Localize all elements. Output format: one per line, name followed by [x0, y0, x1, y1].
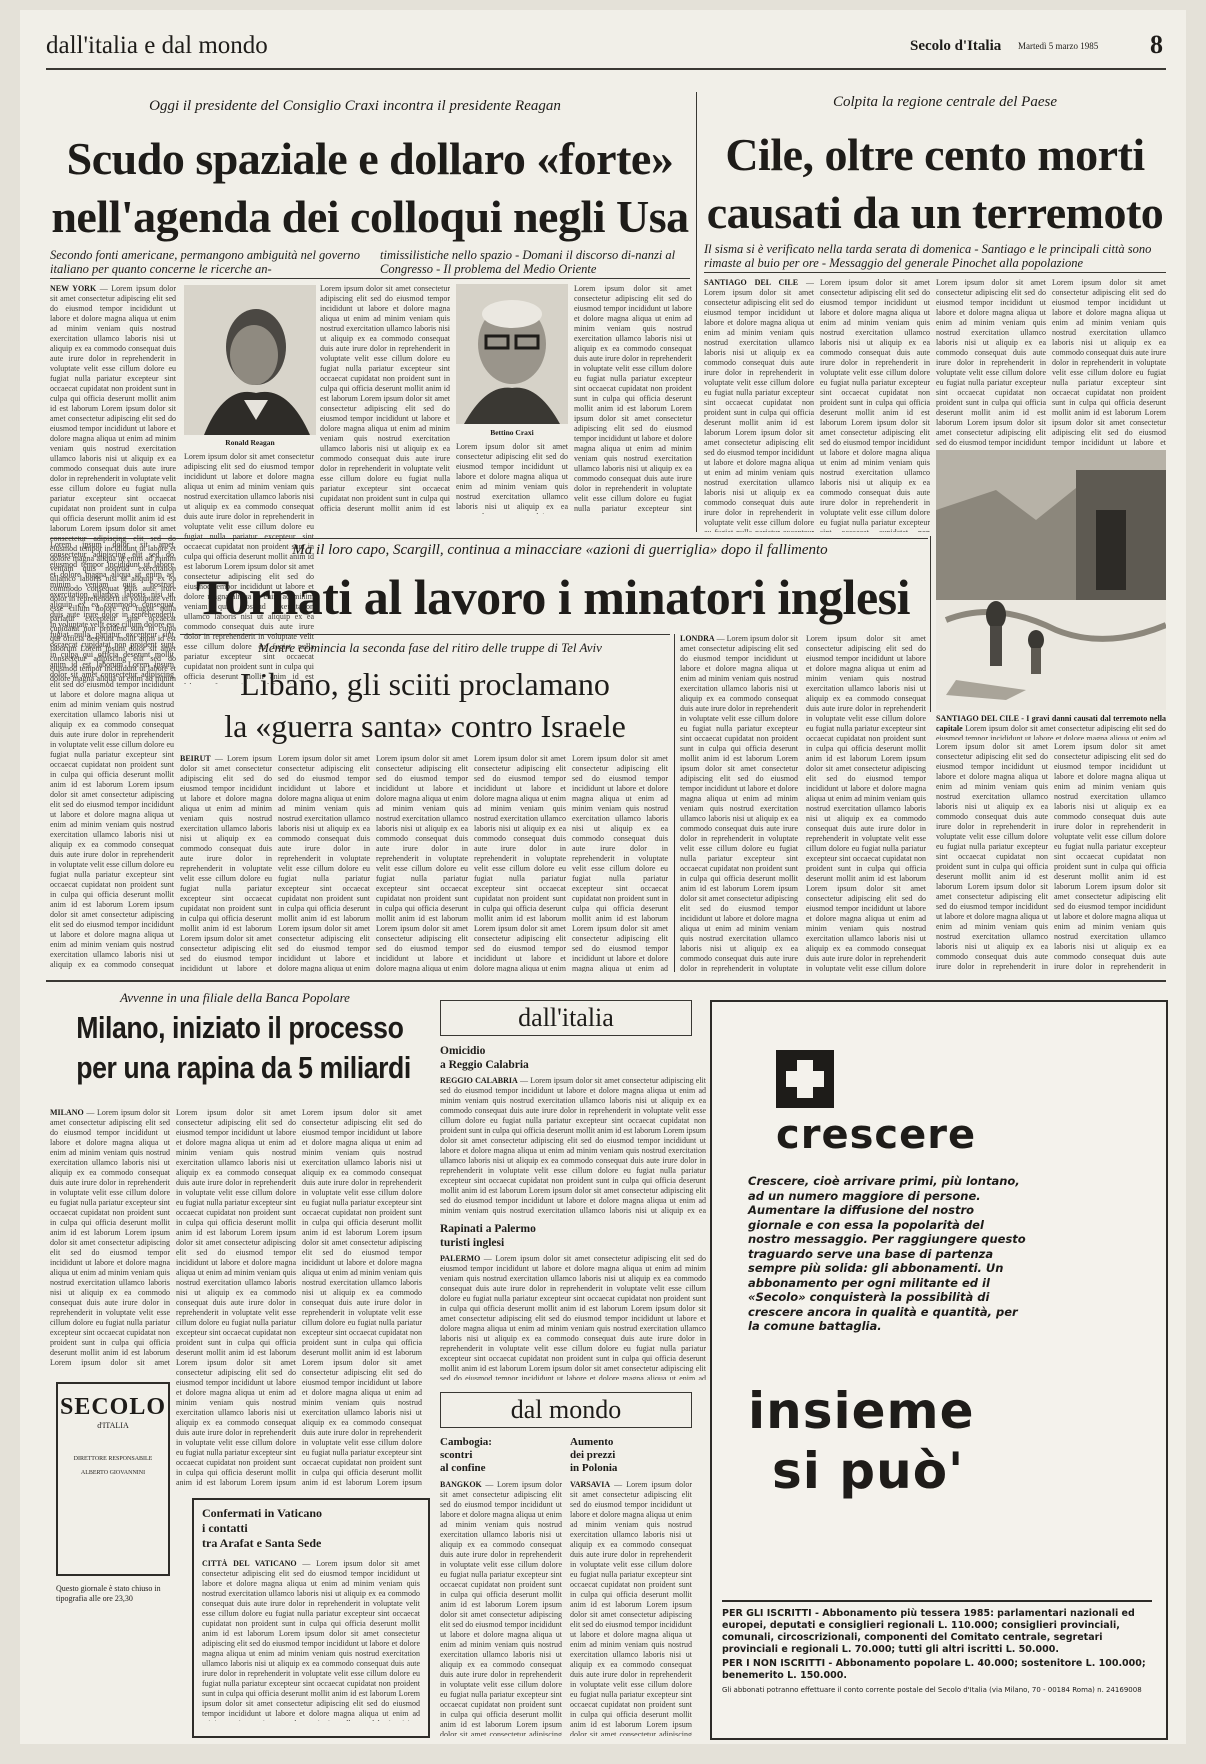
chile-col-6 — [1054, 742, 1166, 972]
dalmondo-item1-body: BANGKOK — Lorem ipsum dolor sit amet consectetur adipiscing elit sed do eiusmod tempor incididunt ut labore et dolore magna aliqua ut enim ad minim veniam quis nostrud exercitation ullamco laboris nisi ut aliquip ex ea commodo consequat duis aute irure dolor in reprehenderit in voluptate velit esse cillum dolore eu fugiat nulla pariatur excepteur sint occaecat cupidatat non proident sunt in culpa qui officia deserunt mollit anim id est laborum Lorem ipsum dolor sit amet consectetur adipiscing elit sed do eiusmod tempor incididunt ut labore et dolore magna aliqua ut enim ad minim veniam quis nostrud exercitation ullamco laboris nisi ut aliquip ex ea commodo consequat duis aute irure dolor in reprehenderit in voluptate velit esse cillum dolore eu fugiat nulla pariatur excepteur sint occaecat cupidatat non proident sunt in culpa qui officia deserunt mollit anim id est laborum Lorem ipsum dolor sit amet consectetur adipiscing elit sed do eiusmod tempor incididunt ut labore et dolore magna aliqua ut enim ad minim veniam quis nostrud exercitation ullamco laboris nisi ut aliquip ex ea commodo consequat duis aute irure dolor in reprehenderit in voluptate velit esse cillum dolore eu fugiat nulla pariatur excepteur sint occaecat cupidatat non proident sunt in culpa qui officia deserunt mollit anim id est laborum Lorem ipsum dolor sit amet consectetur adipiscing elit sed do eiusmod tempor incididunt ut labore et dolore magna aliqua ut enim ad minim veniam quis nostrud exercitation ullamco laboris nisi ut aliquip ex ea commodo consequat duis aute irure dolor in reprehenderit in voluptate velit esse cillum dolore eu fugiat nulla pariatur excepteur sint occaecat cupidatat non proident sunt in culpa qui officia deserunt mollit anim id est laborum Lorem ipsum dolor sit amet consectetur adipiscing elit sed do eiusmod tempor incididunt ut labore et dolore magna aliqua ut enim ad minim veniam quis nostrud exercitation ullamco laboris nisi ut aliquip ex ea commodo consequat duis aute irure dolor in reprehenderit in voluptate velit esse cillum dolore eu fugiat nulla pariatur excepteur sint occaecat cupidatat non proident sunt in culpa qui officia deserunt mollit anim id est laborum Lorem ipsum dolor sit amet consectetur adipiscing elit sed do eiusmod tempor incididunt ut labore et dolore magna aliqua ut enim ad minim veniam quis nostrud exercitation ullamco laboris nisi ut aliquip ex ea commodo consequat duis aute irure dolor in reprehenderit in voluptate velit esse cillum dolore eu fugiat nulla pariatur excepteur sint occaecat cupidatat non proident sunt in culpa qui officia deserunt mollit anim id est laborum — [440, 1480, 562, 1736]
secolo-line1: DIRETTORE RESPONSABILE — [73, 1456, 153, 1462]
dalmondo-item2-title: Aumento dei prezzi in Polonia — [570, 1436, 618, 1474]
craxi-photo — [456, 284, 568, 424]
chile-headline-line2: causati da un terremoto — [706, 187, 1164, 238]
lebanon-top-rule — [180, 634, 670, 635]
chile-deck: Il sisma si è verificato nella tarda serata di domenica - Santiago e le principali città sono rimaste al buio per ore - Messaggio del generale Pinochet alla popolazione — [704, 242, 1152, 270]
reagan-dateline: NEW YORK — [50, 284, 97, 293]
miners-col-1: LONDRA — Lorem ipsum dolor sit amet consectetur adipiscing elit sed do eiusmod tempor incididunt ut labore et dolore magna aliqua ut enim ad minim veniam quis nostrud exercitation ullamco laboris nisi ut aliquip ex ea commodo consequat duis aute irure dolor in reprehenderit in voluptate velit esse cillum dolore eu fugiat nulla pariatur excepteur sint occaecat cupidatat non proident sunt in culpa qui officia deserunt mollit anim id est laborum Lorem ipsum dolor sit amet consectetur adipiscing elit sed do eiusmod tempor incididunt ut labore et dolore magna aliqua ut enim ad minim veniam quis nostrud exercitation ullamco laboris nisi ut aliquip ex ea commodo consequat duis aute irure dolor in reprehenderit in voluptate velit esse cillum dolore eu fugiat nulla pariatur excepteur sint occaecat cupidatat non proident sunt in culpa qui officia deserunt mollit anim id est laborum Lorem ipsum dolor sit amet consectetur adipiscing elit sed do eiusmod tempor incididunt ut labore et dolore magna aliqua ut enim ad minim veniam quis nostrud exercitation ullamco laboris nisi ut aliquip ex ea commodo consequat duis aute irure dolor in reprehenderit in voluptate velit esse cillum dolore eu fugiat nulla pariatur excepteur sint occaecat cupidatat non proident sunt in culpa qui officia deserunt mollit anim id est laborum Lorem ipsum dolor sit amet consectetur adipiscing elit sed do eiusmod tempor incididunt ut labore et dolore magna aliqua ut enim ad minim veniam quis nostrud exercitation ullamco laboris nisi ut aliquip ex ea commodo consequat duis aute irure dolor in reprehenderit in voluptate velit esse cillum dolore eu fugiat nulla pariatur excepteur sint occaecat cupidatat non proident sunt in culpa qui officia deserunt mollit anim id est laborum Lorem ipsum dolor sit amet consectetur adipiscing elit sed do eiusmod tempor incididunt ut labore et dolore magna aliqua ut enim ad minim veniam quis nostrud exercitation ullamco laboris nisi ut aliquip ex ea commodo consequat duis aute irure dolor in reprehenderit in voluptate velit esse cillum dolore eu fugiat nulla pariatur excepteur sint occaecat cupidatat non proident sunt in culpa qui officia deserunt mollit anim id est laborum Lorem ipsum dolor sit amet consectetur adipiscing elit sed do eiusmod tempor incididunt ut labore et dolore magna aliqua ut enim ad minim veniam quis nostrud exercitation ullamco laboris nisi ut aliquip ex ea commodo consequat duis aute irure dolor in reprehenderit in voluptate velit esse cillum dolore eu fugiat nulla pariatur excepteur sint occaecat cupidatat non proident sunt in culpa qui officia deserunt mollit anim id est laborum — [680, 634, 798, 972]
chile-col-2 — [820, 278, 930, 532]
chile-deck-rule — [704, 272, 1166, 273]
reagan-caption: Ronald Reagan — [225, 438, 275, 447]
lebanon-col-3 — [376, 754, 468, 972]
paper-name: Secolo d'Italia — [910, 38, 1002, 54]
reagan-col-1: NEW YORK — Lorem ipsum dolor sit amet consectetur adipiscing elit sed do eiusmod tempor incididunt ut labore et dolore magna aliqua ut enim ad minim veniam quis nostrud exercitation ullamco laboris nisi ut aliquip ex ea commodo consequat duis aute irure dolor in reprehenderit in voluptate velit esse cillum dolore eu fugiat nulla pariatur excepteur sint occaecat cupidatat non proident sunt in culpa qui officia deserunt mollit anim id est laborum Lorem ipsum dolor sit amet consectetur adipiscing elit sed do eiusmod tempor incididunt ut labore et dolore magna aliqua ut enim ad minim veniam quis nostrud exercitation ullamco laboris nisi ut aliquip ex ea commodo consequat duis aute irure dolor in reprehenderit in voluptate velit esse cillum dolore eu fugiat nulla pariatur excepteur sint occaecat cupidatat non proident sunt in culpa qui officia deserunt mollit anim id est laborum Lorem ipsum dolor sit amet consectetur adipiscing elit sed do eiusmod tempor incididunt ut labore et dolore magna aliqua ut enim ad minim veniam quis nostrud exercitation ullamco laboris nisi ut aliquip ex ea commodo consequat duis aute irure dolor in reprehenderit in voluptate velit esse cillum dolore eu fugiat nulla pariatur excepteur sint occaecat cupidatat non proident sunt in culpa qui officia deserunt mollit anim id est laborum Lorem ipsum dolor sit amet consectetur adipiscing elit sed do eiusmod tempor incididunt ut labore et dolore magna aliqua ut enim ad minim veniam quis nostrud exercitation ullamco laboris nisi ut aliquip ex ea commodo consequat duis aute irure dolor in reprehenderit in voluptate velit esse cillum dolore eu fugiat nulla pariatur excepteur sint occaecat cupidatat non proident sunt in culpa qui officia deserunt mollit anim id est laborum Lorem ipsum dolor sit amet consectetur adipiscing elit sed do eiusmod tempor incididunt ut labore et dolore magna aliqua ut enim ad minim veniam quis nostrud exercitation ullamco laboris nisi ut aliquip ex ea commodo consequat duis aute irure dolor in reprehenderit in voluptate velit esse cillum dolore eu fugiat nulla pariatur excepteur sint occaecat cupidatat non proident sunt in culpa qui officia deserunt mollit anim id est laborum Lorem ipsum dolor sit amet consectetur adipiscing elit sed do eiusmod tempor incididunt ut labore et dolore magna aliqua ut enim ad minim veniam quis nostrud exercitation ullamco laboris nisi ut aliquip ex ea commodo consequat duis aute irure dolor in reprehenderit in voluptate velit esse cillum dolore eu fugiat nulla pariatur excepteur sint occaecat cupidatat non proident sunt in culpa qui officia deserunt mollit anim id est laborum — [50, 284, 176, 684]
dallitalia-item1-title: Omicidio a Reggio Calabria — [440, 1045, 529, 1071]
reagan-col-4 — [456, 442, 568, 514]
chile-dateline: SANTIAGO DEL CILE — [704, 278, 799, 287]
reagan-headline-line2: nell'agenda dei colloqui negli Usa — [51, 191, 689, 242]
ad-sub-line2: PER I NON ISCRITTI - Abbonamento popolare L. 40.000; sostenitore L. 100.000; benemerito L. 150.000. — [722, 1658, 1146, 1681]
ad-sub-note: Gli abbonati potranno effettuare il conto corrente postale del Secolo d'Italia (via Milano, 70 - 00184 Roma) n. 24169008 — [722, 1686, 1142, 1694]
chile-photo-caption: SANTIAGO DEL CILE - I gravi danni causati dal terremoto nella capitale Lorem ipsum dolor sit amet consectetur adipiscing elit sed do eiusmod tempor incididunt ut labore et dolore magna aliqua ut enim ad minim veniam quis nostrud exercitation ullamco laboris nisi ut aliquip ex ea commodo consequat duis aute irure dolor in reprehenderit in voluptate velit esse cillum dolore eu fugiat nulla pariatur excepteur sint occaecat cupidatat non proident sunt in culpa qui officia deserunt mollit anim id est laborum Lorem ipsum dolor sit amet consectetur adipiscing elit sed do eiusmod tempor incididunt ut labore et dolore magna aliqua ut enim ad minim veniam quis nostrud exercitation ullamco laboris nisi ut aliquip ex ea commodo consequat duis aute irure dolor in reprehenderit in voluptate velit esse cillum dolore eu fugiat nulla pariatur excepteur sint occaecat cupidatat non proident sunt in culpa qui officia deserunt mollit anim id est laborum Lorem ipsum dolor sit amet consectetur adipiscing elit sed do eiusmod tempor incididunt ut labore et dolore magna aliqua ut enim ad minim veniam quis nostrud exercitation ullamco laboris nisi ut aliquip ex ea commodo consequat duis aute irure dolor in reprehenderit in voluptate velit esse cillum dolore eu fugiat nulla pariatur excepteur sint occaecat cupidatat non proident sunt in culpa qui officia deserunt mollit anim id est laborum Lorem ipsum dolor sit amet consectetur adipiscing elit sed do eiusmod tempor incididunt ut labore et dolore magna aliqua ut enim ad minim veniam quis nostrud exercitation ullamco laboris nisi ut aliquip ex ea commodo consequat duis aute irure dolor in reprehenderit in voluptate velit esse cillum dolore eu fugiat nulla pariatur excepteur sint occaecat cupidatat non proident sunt in culpa qui officia deserunt mollit anim id est laborum Lorem ipsum dolor sit amet consectetur adipiscing elit sed do eiusmod tempor incididunt ut labore et dolore magna aliqua ut enim ad minim veniam quis nostrud exercitation ullamco laboris nisi ut aliquip ex ea commodo consequat duis aute irure dolor in reprehenderit in voluptate velit esse cillum dolore eu fugiat nulla pariatur excepteur sint occaecat cupidatat non proident sunt in culpa qui officia deserunt mollit anim id est laborum Lorem ipsum dolor sit amet consectetur adipiscing elit sed do eiusmod tempor incididunt ut labore et dolore magna aliqua ut enim ad minim veniam quis nostrud exercitation ullamco laboris nisi ut aliquip ex ea commodo consequat duis aute irure dolor in reprehenderit in voluptate velit esse cillum dolore eu fugiat nulla pariatur excepteur sint occaecat cupidatat non proident sunt in culpa qui officia deserunt mollit anim id est laborum — [936, 714, 1166, 740]
reagan-deck-right: timissilistiche nello spazio - Domani il discorso di-nanzi al Congresso - Il problema del Medio Oriente — [380, 248, 676, 276]
lebanon-col-5 — [572, 754, 668, 972]
lebanon-headline-line2: la «guerra santa» contro Israele — [224, 708, 626, 744]
col-divider-photo — [930, 536, 931, 712]
vatican-box — [192, 1498, 430, 1738]
dalmondo-title: dal mondo — [440, 1392, 692, 1428]
miners-headline: Tornati al lavoro i minatori inglesi — [196, 569, 910, 625]
reagan-col-3 — [320, 284, 450, 514]
reagan-col-5 — [574, 284, 692, 514]
issue-date: Martedì 5 marzo 1985 — [1018, 41, 1099, 51]
reagan-deck-rule — [50, 278, 690, 279]
secolo-line2: ALBERTO GIOVANNINI — [80, 1470, 146, 1476]
dallitalia-item2-body: PALERMO — Lorem ipsum dolor sit amet consectetur adipiscing elit sed do eiusmod tempor incididunt ut labore et dolore magna aliqua ut enim ad minim veniam quis nostrud exercitation ullamco laboris nisi ut aliquip ex ea commodo consequat duis aute irure dolor in reprehenderit in voluptate velit esse cillum dolore eu fugiat nulla pariatur excepteur sint occaecat cupidatat non proident sunt in culpa qui officia deserunt mollit anim id est laborum Lorem ipsum dolor sit amet consectetur adipiscing elit sed do eiusmod tempor incididunt ut labore et dolore magna aliqua ut enim ad minim veniam quis nostrud exercitation ullamco laboris nisi ut aliquip ex ea commodo consequat duis aute irure dolor in reprehenderit in voluptate velit esse cillum dolore eu fugiat nulla pariatur excepteur sint occaecat cupidatat non proident sunt in culpa qui officia deserunt mollit anim id est laborum Lorem ipsum dolor sit amet consectetur adipiscing elit sed do eiusmod tempor incididunt ut labore et dolore magna aliqua ut enim ad minim veniam quis nostrud exercitation ullamco laboris nisi ut aliquip ex ea commodo consequat duis aute irure dolor in reprehenderit in voluptate velit esse cillum dolore eu fugiat nulla pariatur excepteur sint occaecat cupidatat non proident sunt in culpa qui officia deserunt mollit anim id est laborum Lorem ipsum dolor sit amet consectetur adipiscing elit sed do eiusmod tempor incididunt ut labore et dolore magna aliqua ut enim ad minim veniam quis nostrud exercitation ullamco laboris nisi ut aliquip ex ea commodo consequat duis aute irure dolor in reprehenderit in voluptate velit esse cillum dolore eu fugiat nulla pariatur excepteur sint occaecat cupidatat non proident sunt in culpa qui officia deserunt mollit anim id est laborum Lorem ipsum dolor sit amet consectetur adipiscing elit sed do eiusmod tempor incididunt ut labore et dolore magna aliqua ut enim ad minim veniam quis nostrud exercitation ullamco laboris nisi ut aliquip ex ea commodo consequat duis aute irure dolor in reprehenderit in voluptate velit esse cillum dolore eu fugiat nulla pariatur excepteur sint occaecat cupidatat non proident sunt in culpa qui officia deserunt mollit anim id est laborum Lorem ipsum dolor sit amet consectetur adipiscing elit sed do eiusmod tempor incididunt ut labore et dolore magna aliqua ut enim ad minim veniam quis nostrud exercitation ullamco laboris nisi ut aliquip ex ea commodo consequat duis aute irure dolor in reprehenderit in voluptate velit esse cillum dolore eu fugiat nulla pariatur excepteur sint occaecat cupidatat non proident sunt in culpa qui officia deserunt mollit anim id est laborum — [440, 1254, 706, 1380]
ad-slogan-line2: si può' — [772, 1442, 965, 1500]
vatican-title-line1: Confermati in Vaticano — [202, 1506, 322, 1520]
vatican-title-line3: tra Arafat e Santa Sede — [202, 1536, 322, 1550]
reagan-kicker: Oggi il presidente del Consiglio Craxi incontra il presidente Reagan — [149, 98, 561, 114]
crescere-ad — [710, 1000, 1168, 1740]
secolo-logo: SECOLO — [59, 1394, 167, 1420]
dallitalia-item1-body: REGGIO CALABRIA — Lorem ipsum dolor sit amet consectetur adipiscing elit sed do eiusmod tempor incididunt ut labore et dolore magna aliqua ut enim ad minim veniam quis nostrud exercitation ullamco laboris nisi ut aliquip ex ea commodo consequat duis aute irure dolor in reprehenderit in voluptate velit esse cillum dolore eu fugiat nulla pariatur excepteur sint occaecat cupidatat non proident sunt in culpa qui officia deserunt mollit anim id est laborum Lorem ipsum dolor sit amet consectetur adipiscing elit sed do eiusmod tempor incididunt ut labore et dolore magna aliqua ut enim ad minim veniam quis nostrud exercitation ullamco laboris nisi ut aliquip ex ea commodo consequat duis aute irure dolor in reprehenderit in voluptate velit esse cillum dolore eu fugiat nulla pariatur excepteur sint occaecat cupidatat non proident sunt in culpa qui officia deserunt mollit anim id est laborum Lorem ipsum dolor sit amet consectetur adipiscing elit sed do eiusmod tempor incididunt ut labore et dolore magna aliqua ut enim ad minim veniam quis nostrud exercitation ullamco laboris nisi ut aliquip ex ea commodo consequat duis aute irure dolor in reprehenderit in voluptate velit esse cillum dolore eu fugiat nulla pariatur excepteur sint occaecat cupidatat non proident sunt in culpa qui officia deserunt mollit anim id est laborum Lorem ipsum dolor sit amet consectetur adipiscing elit sed do eiusmod tempor incididunt ut labore et dolore magna aliqua ut enim ad minim veniam quis nostrud exercitation ullamco laboris nisi ut aliquip ex ea commodo consequat duis aute irure dolor in reprehenderit in voluptate velit esse cillum dolore eu fugiat nulla pariatur excepteur sint occaecat cupidatat non proident sunt in culpa qui officia deserunt mollit anim id est laborum Lorem ipsum dolor sit amet consectetur adipiscing elit sed do eiusmod tempor incididunt ut labore et dolore magna aliqua ut enim ad minim veniam quis nostrud exercitation ullamco laboris nisi ut aliquip ex ea commodo consequat duis aute irure dolor in reprehenderit in voluptate velit esse cillum dolore eu fugiat nulla pariatur excepteur sint occaecat cupidatat non proident sunt in culpa qui officia deserunt mollit anim id est laborum Lorem ipsum dolor sit amet consectetur adipiscing elit sed do eiusmod tempor incididunt ut labore et dolore magna aliqua ut enim ad minim veniam quis nostrud exercitation ullamco laboris nisi ut aliquip ex ea commodo consequat duis aute irure dolor in reprehenderit in voluptate velit esse cillum dolore eu fugiat nulla pariatur excepteur sint occaecat cupidatat non proident sunt in culpa qui officia deserunt mollit anim id est laborum — [440, 1076, 706, 1216]
secolo-subtitle: d'ITALIA — [97, 1421, 129, 1430]
secolo-box — [56, 1382, 170, 1576]
miners-top-rule — [50, 538, 928, 539]
vatican-body: CITTÀ DEL VATICANO — Lorem ipsum dolor sit amet consectetur adipiscing elit sed do eiusmod tempor incididunt ut labore et dolore magna aliqua ut enim ad minim veniam quis nostrud exercitation ullamco laboris nisi ut aliquip ex ea commodo consequat duis aute irure dolor in reprehenderit in voluptate velit esse cillum dolore eu fugiat nulla pariatur excepteur sint occaecat cupidatat non proident sunt in culpa qui officia deserunt mollit anim id est laborum Lorem ipsum dolor sit amet consectetur adipiscing elit sed do eiusmod tempor incididunt ut labore et dolore magna aliqua ut enim ad minim veniam quis nostrud exercitation ullamco laboris nisi ut aliquip ex ea commodo consequat duis aute irure dolor in reprehenderit in voluptate velit esse cillum dolore eu fugiat nulla pariatur excepteur sint occaecat cupidatat non proident sunt in culpa qui officia deserunt mollit anim id est laborum Lorem ipsum dolor sit amet consectetur adipiscing elit sed do eiusmod tempor incididunt ut labore et dolore magna aliqua ut enim ad minim veniam quis nostrud exercitation ullamco laboris nisi ut aliquip ex ea commodo consequat duis aute irure dolor in reprehenderit in voluptate velit esse cillum dolore eu fugiat nulla pariatur excepteur sint occaecat cupidatat non proident sunt in culpa qui officia deserunt mollit anim id est laborum Lorem ipsum dolor sit amet consectetur adipiscing elit sed do eiusmod tempor incididunt ut labore et dolore magna aliqua ut enim ad minim veniam quis nostrud exercitation ullamco laboris nisi ut aliquip ex ea commodo consequat duis aute irure dolor in reprehenderit in voluptate velit esse cillum dolore eu fugiat nulla pariatur excepteur sint occaecat cupidatat non proident sunt in culpa qui officia deserunt mollit anim id est laborum Lorem ipsum dolor sit amet consectetur adipiscing elit sed do eiusmod tempor incididunt ut labore et dolore magna aliqua ut enim ad minim veniam quis nostrud exercitation ullamco laboris nisi ut aliquip ex ea commodo consequat duis aute irure dolor in reprehenderit in voluptate velit esse cillum dolore eu fugiat nulla pariatur excepteur sint occaecat cupidatat non proident sunt in culpa qui officia deserunt mollit anim id est laborum Lorem ipsum dolor sit amet consectetur adipiscing elit sed do eiusmod tempor incididunt ut labore et dolore magna aliqua ut enim ad minim veniam quis nostrud exercitation ullamco laboris nisi ut aliquip ex ea commodo consequat duis aute irure dolor in reprehenderit in voluptate velit esse cillum dolore eu fugiat nulla pariatur excepteur sint occaecat cupidatat non proident sunt in culpa qui officia deserunt mollit anim id est laborum — [202, 1559, 420, 1721]
reagan-deck-left: Secondo fonti americane, permangono ambiguità nel governo italiano per quanto concerne le ricerche an- — [50, 248, 361, 276]
lebanon-col-4 — [474, 754, 566, 972]
lebanon-dateline: BEIRUT — [180, 754, 211, 763]
miners-divider — [674, 634, 675, 972]
milano-col-3 — [302, 1108, 422, 1488]
miners-col-left-1 — [50, 540, 174, 970]
chile-headline-line1: Cile, oltre cento morti — [725, 129, 1145, 180]
reagan-headline-line1: Scudo spaziale e dollaro «forte» — [66, 133, 674, 184]
vatican-dateline: CITTÀ DEL VATICANO — [202, 1559, 297, 1568]
dallitalia-item2-title: Rapinati a Palermo turisti inglesi — [440, 1223, 536, 1249]
mid-page-rule — [46, 980, 1166, 982]
chile-col-3 — [936, 278, 1046, 448]
secolo-footnote: Questo giornale è stato chiuso in tipografia alle ore 23,30 — [56, 1584, 161, 1603]
earthquake-photo — [936, 450, 1166, 710]
dalmondo-item2-body: VARSAVIA — Lorem ipsum dolor sit amet consectetur adipiscing elit sed do eiusmod tempor incididunt ut labore et dolore magna aliqua ut enim ad minim veniam quis nostrud exercitation ullamco laboris nisi ut aliquip ex ea commodo consequat duis aute irure dolor in reprehenderit in voluptate velit esse cillum dolore eu fugiat nulla pariatur excepteur sint occaecat cupidatat non proident sunt in culpa qui officia deserunt mollit anim id est laborum Lorem ipsum dolor sit amet consectetur adipiscing elit sed do eiusmod tempor incididunt ut labore et dolore magna aliqua ut enim ad minim veniam quis nostrud exercitation ullamco laboris nisi ut aliquip ex ea commodo consequat duis aute irure dolor in reprehenderit in voluptate velit esse cillum dolore eu fugiat nulla pariatur excepteur sint occaecat cupidatat non proident sunt in culpa qui officia deserunt mollit anim id est laborum Lorem ipsum dolor sit amet consectetur adipiscing elit sed do eiusmod tempor incididunt ut labore et dolore magna aliqua ut enim ad minim veniam quis nostrud exercitation ullamco laboris nisi ut aliquip ex ea commodo consequat duis aute irure dolor in reprehenderit in voluptate velit esse cillum dolore eu fugiat nulla pariatur excepteur sint occaecat cupidatat non proident sunt in culpa qui officia deserunt mollit anim id est laborum Lorem ipsum dolor sit amet consectetur adipiscing elit sed do eiusmod tempor incididunt ut labore et dolore magna aliqua ut enim ad minim veniam quis nostrud exercitation ullamco laboris nisi ut aliquip ex ea commodo consequat duis aute irure dolor in reprehenderit in voluptate velit esse cillum dolore eu fugiat nulla pariatur excepteur sint occaecat cupidatat non proident sunt in culpa qui officia deserunt mollit anim id est laborum Lorem ipsum dolor sit amet consectetur adipiscing elit sed do eiusmod tempor incididunt ut labore et dolore magna aliqua ut enim ad minim veniam quis nostrud exercitation ullamco laboris nisi ut aliquip ex ea commodo consequat duis aute irure dolor in reprehenderit in voluptate velit esse cillum dolore eu fugiat nulla pariatur excepteur sint occaecat cupidatat non proident sunt in culpa qui officia deserunt mollit anim id est laborum Lorem ipsum dolor sit amet consectetur adipiscing elit sed do eiusmod tempor incididunt ut labore et dolore magna aliqua ut enim ad minim veniam quis nostrud exercitation ullamco laboris nisi ut aliquip ex ea commodo consequat duis aute irure dolor in reprehenderit in voluptate velit esse cillum dolore eu fugiat nulla pariatur excepteur sint occaecat cupidatat non proident sunt in culpa qui officia deserunt mollit anim id est laborum — [570, 1480, 692, 1736]
ad-slogan-line1: insieme — [748, 1382, 975, 1440]
miners-col-2 — [806, 634, 926, 972]
vatican-title-line2: i contatti — [202, 1521, 248, 1535]
masthead-rule — [46, 68, 1166, 70]
cross-icon — [776, 1050, 834, 1108]
col-divider-top — [696, 92, 697, 532]
ad-brand: crescere — [776, 1112, 977, 1158]
milano-dateline: MILANO — [50, 1108, 84, 1117]
ad-sub-line1: PER GLI ISCRITTI - Abbonamento più tessera 1985: parlamentari nazionali ed europei, deputati e consiglieri regionali L. 110.000; consiglieri provinciali, comunali, circoscrizionali, componenti del Comitato centrale, segretari provinciali e regionali L. 70.000; tutti gli altri iscritti L. 50.000. — [722, 1608, 1135, 1655]
miners-kicker: Ma il loro capo, Scargill, continua a minacciare «azioni di guerriglia» dopo il fallimento — [292, 542, 828, 558]
reagan-photo — [184, 285, 316, 435]
chile-kicker: Colpita la regione centrale del Paese — [833, 94, 1057, 110]
milano-kicker: Avvenne in una filiale della Banca Popolare — [120, 990, 350, 1005]
milano-col-1: MILANO — Lorem ipsum dolor sit amet consectetur adipiscing elit sed do eiusmod tempor incididunt ut labore et dolore magna aliqua ut enim ad minim veniam quis nostrud exercitation ullamco laboris nisi ut aliquip ex ea commodo consequat duis aute irure dolor in reprehenderit in voluptate velit esse cillum dolore eu fugiat nulla pariatur excepteur sint occaecat cupidatat non proident sunt in culpa qui officia deserunt mollit anim id est laborum Lorem ipsum dolor sit amet consectetur adipiscing elit sed do eiusmod tempor incididunt ut labore et dolore magna aliqua ut enim ad minim veniam quis nostrud exercitation ullamco laboris nisi ut aliquip ex ea commodo consequat duis aute irure dolor in reprehenderit in voluptate velit esse cillum dolore eu fugiat nulla pariatur excepteur sint occaecat cupidatat non proident sunt in culpa qui officia deserunt mollit anim id est laborum Lorem ipsum dolor sit amet consectetur adipiscing elit sed do eiusmod tempor incididunt ut labore et dolore magna aliqua ut enim ad minim veniam quis nostrud exercitation ullamco laboris nisi ut aliquip ex ea commodo consequat duis aute irure dolor in reprehenderit in voluptate velit esse cillum dolore eu fugiat nulla pariatur excepteur sint occaecat cupidatat non proident sunt in culpa qui officia deserunt mollit anim id est laborum Lorem ipsum dolor sit amet consectetur adipiscing elit sed do eiusmod tempor incididunt ut labore et dolore magna aliqua ut enim ad minim veniam quis nostrud exercitation ullamco laboris nisi ut aliquip ex ea commodo consequat duis aute irure dolor in reprehenderit in voluptate velit esse cillum dolore eu fugiat nulla pariatur excepteur sint occaecat cupidatat non proident sunt in culpa qui officia deserunt mollit anim id est laborum Lorem ipsum dolor sit amet consectetur adipiscing elit sed do eiusmod tempor incididunt ut labore et dolore magna aliqua ut enim ad minim veniam quis nostrud exercitation ullamco laboris nisi ut aliquip ex ea commodo consequat duis aute irure dolor in reprehenderit in voluptate velit esse cillum dolore eu fugiat nulla pariatur excepteur sint occaecat cupidatat non proident sunt in culpa qui officia deserunt mollit anim id est laborum Lorem ipsum dolor sit amet consectetur adipiscing elit sed do eiusmod tempor incididunt ut labore et dolore magna aliqua ut enim ad minim veniam quis nostrud exercitation ullamco laboris nisi ut aliquip ex ea commodo consequat duis aute irure dolor in reprehenderit in voluptate velit esse cillum dolore eu fugiat nulla pariatur excepteur sint occaecat cupidatat non proident sunt in culpa qui officia deserunt mollit anim id est laborum — [50, 1108, 170, 1368]
section-title: dall'italia e dal mondo — [46, 32, 268, 59]
milano-col-2 — [176, 1108, 296, 1488]
ad-subscription — [722, 1600, 1152, 1730]
lebanon-headline-line1: Libano, gli sciiti proclamano — [240, 666, 610, 702]
milano-headline-line1: Milano, iniziato il processo — [76, 1010, 404, 1045]
ad-body: Crescere, cioè arrivare primi, più lontano, ad un numero maggiore di persone. Aumentare la diffusione del nostro giornale e con essa la popolarità del nostro messaggio. Per raggiungere questo traguardo serve una base di partenza sempre più solida: gli abbonamenti. Un abbonamento per ogni militante ed il «Secolo» conquisterà la possibilità di crescere ancora in qualità e quantità, per la comune battaglia. — [748, 1174, 1026, 1333]
dalmondo-item1-title: Cambogia: scontri al confine — [440, 1436, 492, 1474]
miners-dateline: LONDRA — [680, 634, 715, 643]
craxi-caption: Bettino Craxi — [490, 428, 534, 437]
chile-col-4 — [1052, 278, 1166, 448]
milano-headline-line2: per una rapina da 5 miliardi — [76, 1050, 411, 1085]
page-number: 8 — [1150, 30, 1163, 59]
lebanon-col-2 — [278, 754, 370, 972]
newspaper-page — [20, 10, 1186, 1744]
lebanon-col-1: BEIRUT — Lorem ipsum dolor sit amet consectetur adipiscing elit sed do eiusmod tempor incididunt ut labore et dolore magna aliqua ut enim ad minim veniam quis nostrud exercitation ullamco laboris nisi ut aliquip ex ea commodo consequat duis aute irure dolor in reprehenderit in voluptate velit esse cillum dolore eu fugiat nulla pariatur excepteur sint occaecat cupidatat non proident sunt in culpa qui officia deserunt mollit anim id est laborum Lorem ipsum dolor sit amet consectetur adipiscing elit sed do eiusmod tempor incididunt ut labore et dolore magna aliqua ut enim ad minim veniam quis nostrud exercitation ullamco laboris nisi ut aliquip ex ea commodo consequat duis aute irure dolor in reprehenderit in voluptate velit esse cillum dolore eu fugiat nulla pariatur excepteur sint occaecat cupidatat non proident sunt in culpa qui officia deserunt mollit anim id est laborum Lorem ipsum dolor sit amet consectetur adipiscing elit sed do eiusmod tempor incididunt ut labore et dolore magna aliqua ut enim ad minim veniam quis nostrud exercitation ullamco laboris nisi ut aliquip ex ea commodo consequat duis aute irure dolor in reprehenderit in voluptate velit esse cillum dolore eu fugiat nulla pariatur excepteur sint occaecat cupidatat non proident sunt in culpa qui officia deserunt mollit anim id est laborum Lorem ipsum dolor sit amet consectetur adipiscing elit sed do eiusmod tempor incididunt ut labore et dolore magna aliqua ut enim ad minim veniam quis nostrud exercitation ullamco laboris nisi ut aliquip ex ea commodo consequat duis aute irure dolor in reprehenderit in voluptate velit esse cillum dolore eu fugiat nulla pariatur excepteur sint occaecat cupidatat non proident sunt in culpa qui officia deserunt mollit anim id est laborum Lorem ipsum dolor sit amet consectetur adipiscing elit sed do eiusmod tempor incididunt ut labore et dolore magna aliqua ut enim ad minim veniam quis nostrud exercitation ullamco laboris nisi ut aliquip ex ea commodo consequat duis aute irure dolor in reprehenderit in voluptate velit esse cillum dolore eu fugiat nulla pariatur excepteur sint occaecat cupidatat non proident sunt in culpa qui officia deserunt mollit anim id est laborum Lorem ipsum dolor sit amet consectetur adipiscing elit sed do eiusmod tempor incididunt ut labore et dolore magna aliqua ut enim ad minim veniam quis nostrud exercitation ullamco laboris nisi ut aliquip ex ea commodo consequat duis aute irure dolor in reprehenderit in voluptate velit esse cillum dolore eu fugiat nulla pariatur excepteur sint occaecat cupidatat non proident sunt in culpa qui officia deserunt mollit anim id est laborum — [180, 754, 272, 972]
chile-col-1: SANTIAGO DEL CILE — Lorem ipsum dolor sit amet consectetur adipiscing elit sed do eiusmod tempor incididunt ut labore et dolore magna aliqua ut enim ad minim veniam quis nostrud exercitation ullamco laboris nisi ut aliquip ex ea commodo consequat duis aute irure dolor in reprehenderit in voluptate velit esse cillum dolore eu fugiat nulla pariatur excepteur sint occaecat cupidatat non proident sunt in culpa qui officia deserunt mollit anim id est laborum Lorem ipsum dolor sit amet consectetur adipiscing elit sed do eiusmod tempor incididunt ut labore et dolore magna aliqua ut enim ad minim veniam quis nostrud exercitation ullamco laboris nisi ut aliquip ex ea commodo consequat duis aute irure dolor in reprehenderit in voluptate velit esse cillum dolore eu fugiat nulla pariatur excepteur sint occaecat cupidatat non proident sunt in culpa qui officia deserunt mollit anim id est laborum Lorem ipsum dolor sit amet consectetur adipiscing elit sed do eiusmod tempor incididunt ut labore et dolore magna aliqua ut enim ad minim veniam quis nostrud exercitation ullamco laboris nisi ut aliquip ex ea commodo consequat duis aute irure dolor in reprehenderit in voluptate velit esse cillum dolore eu fugiat nulla pariatur excepteur sint occaecat cupidatat non proident sunt in culpa qui officia deserunt mollit anim id est laborum Lorem ipsum dolor sit amet consectetur adipiscing elit sed do eiusmod tempor incididunt ut labore et dolore magna aliqua ut enim ad minim veniam quis nostrud exercitation ullamco laboris nisi ut aliquip ex ea commodo consequat duis aute irure dolor in reprehenderit in voluptate velit esse cillum dolore eu fugiat nulla pariatur excepteur sint occaecat cupidatat non proident sunt in culpa qui officia deserunt mollit anim id est laborum Lorem ipsum dolor sit amet consectetur adipiscing elit sed do eiusmod tempor incididunt ut labore et dolore magna aliqua ut enim ad minim veniam quis nostrud exercitation ullamco laboris nisi ut aliquip ex ea commodo consequat duis aute irure dolor in reprehenderit in voluptate velit esse cillum dolore eu fugiat nulla pariatur excepteur sint occaecat cupidatat non proident sunt in culpa qui officia deserunt mollit anim id est laborum Lorem ipsum dolor sit amet consectetur adipiscing elit sed do eiusmod tempor incididunt ut labore et dolore magna aliqua ut enim ad minim veniam quis nostrud exercitation ullamco laboris nisi ut aliquip ex ea commodo consequat duis aute irure dolor in reprehenderit in voluptate velit esse cillum dolore eu fugiat nulla pariatur excepteur sint occaecat cupidatat non proident sunt in culpa qui officia deserunt mollit anim id est laborum — [704, 278, 814, 532]
chile-col-5 — [936, 742, 1048, 972]
dallitalia-title: dall'italia — [440, 1000, 692, 1036]
lebanon-kicker: Mentre comincia la seconda fase del ritiro delle truppe di Tel Aviv — [258, 640, 602, 655]
